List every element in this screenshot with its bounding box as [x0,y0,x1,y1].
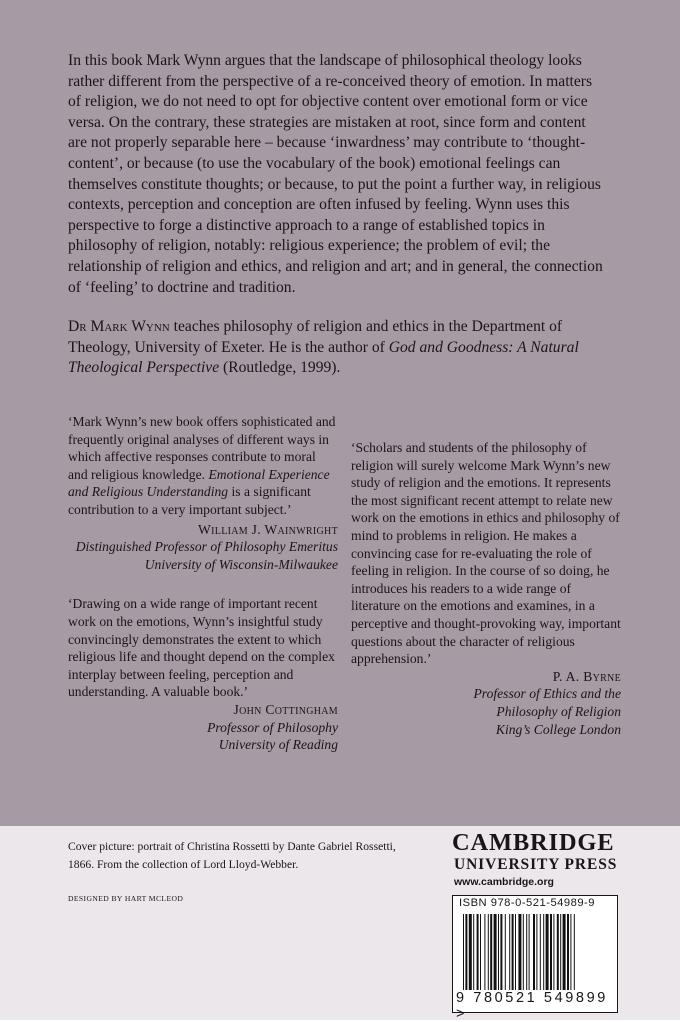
publisher-name: CAMBRIDGE [452,829,615,856]
barcode-icon [455,914,615,992]
reviewer-role-cont: Philosophy of Religion [496,703,621,719]
designer-credit: DESIGNED BY HART MCLEOD [68,894,184,903]
reviewer-name: William J. Wainwright [198,521,338,537]
reviewer-wainwright [68,521,338,574]
reviewer-name: John Cottingham [233,701,338,717]
bio-text-after: (Routledge, 1999). [219,359,341,377]
author-bio [68,317,608,379]
publisher-logo [452,830,622,889]
isbn-label: ISBN 978-0-521-54989-9 [459,897,596,909]
reviewer-role: Professor of Ethics and the [473,686,621,702]
author-name: Dr Mark Wynn [68,318,170,335]
isbn-barcode-box [452,895,618,1022]
cover-picture-credit: Cover picture: portrait of Christina Rossetti by Dante Gabriel Rossetti, 1866. From the collection of Lord Lloyd-Webber. [68,840,396,871]
review-quote-byrne: ‘Scholars and students of the philosophy of religion will surely welcome Mark Wynn’s new study of religion and the emotions. It represents the most significant recent attempt to relate new work on the emotions in ethics and philosophy of mind to problems in religion. He makes a convincing case for re-evaluating the role of feeling in religion. In the course of so doing, he introduces his readers to a wide range of literature on the emotions and examines, in a perceptive and thought-provoking way, important questions about the character of religious apprehension.’ [351,440,621,667]
review-quote-wainwright: ‘Mark Wynn’s new book offers sophisticated and frequently original analyses of different ways in which affective responses contribute to moral and religious knowledge. Emotional Experience and Religious Understanding is a significant contribution to a very important subject.’ [68,414,336,517]
barcode-digits: 9 780521 549899 > [456,990,608,1022]
reviewed-book-title: Emotional Experience and Religious Understanding [68,466,330,500]
reviewer-affiliation: King’s College London [495,721,621,737]
reviewer-affiliation: University of Reading [218,737,338,753]
previous-book-title: God and Goodness: A Natural Theological Perspective [68,338,579,377]
review-quote-cottingham: ‘Drawing on a wide range of important recent work on the emotions, Wynn’s insightful study convincingly demonstrates the extent to which religious life and thought depend on the complex interplay between feeling, perception and understanding. A valuable book.’ [68,596,335,700]
description-paragraph: In this book Mark Wynn argues that the landscape of philosophical theology looks rather different from the perspective of a re-conceived theory of emotion. In matters of religion, we do not need to opt for objective content over emotional form or vice versa. On the contrary, these strategies are mistaken at root, since form and content are not properly separable here – because ‘inwardness’ may contribute to ‘thought-content’, or because (to use the vocabulary of the book) emotional feelings can themselves constitute thoughts; or because, to put the point a further way, in religious contexts, perception and conception are often infused by feeling. Wynn uses this perspective to forge a distinctive approach to a range of established topics in philosophy of religion, notably: religious experience; the problem of evil; the relationship of religion and ethics, and religion and art; and in general, the connection of ‘feeling’ to doctrine and tradition. [68,52,603,296]
bio-text-before: teaches philosophy of religion and ethics in the Department of Theology, University of Exeter. He is the author of [68,318,563,356]
reviewer-byrne [351,668,621,738]
reviews-left-column [68,413,338,754]
reviewer-cottingham [68,701,338,754]
reviewer-role: Distinguished Professor of Philosophy Emeritus [75,539,338,555]
reviews-right-column [351,439,621,738]
reviewer-role: Professor of Philosophy [207,719,338,735]
reviewer-name: P. A. Byrne [552,668,621,684]
publisher-url: www.cambridge.org [454,876,554,888]
publisher-subtitle: UNIVERSITY PRESS [454,856,618,873]
book-description [68,51,608,298]
reviewer-affiliation: University of Wisconsin-Milwaukee [144,556,338,572]
